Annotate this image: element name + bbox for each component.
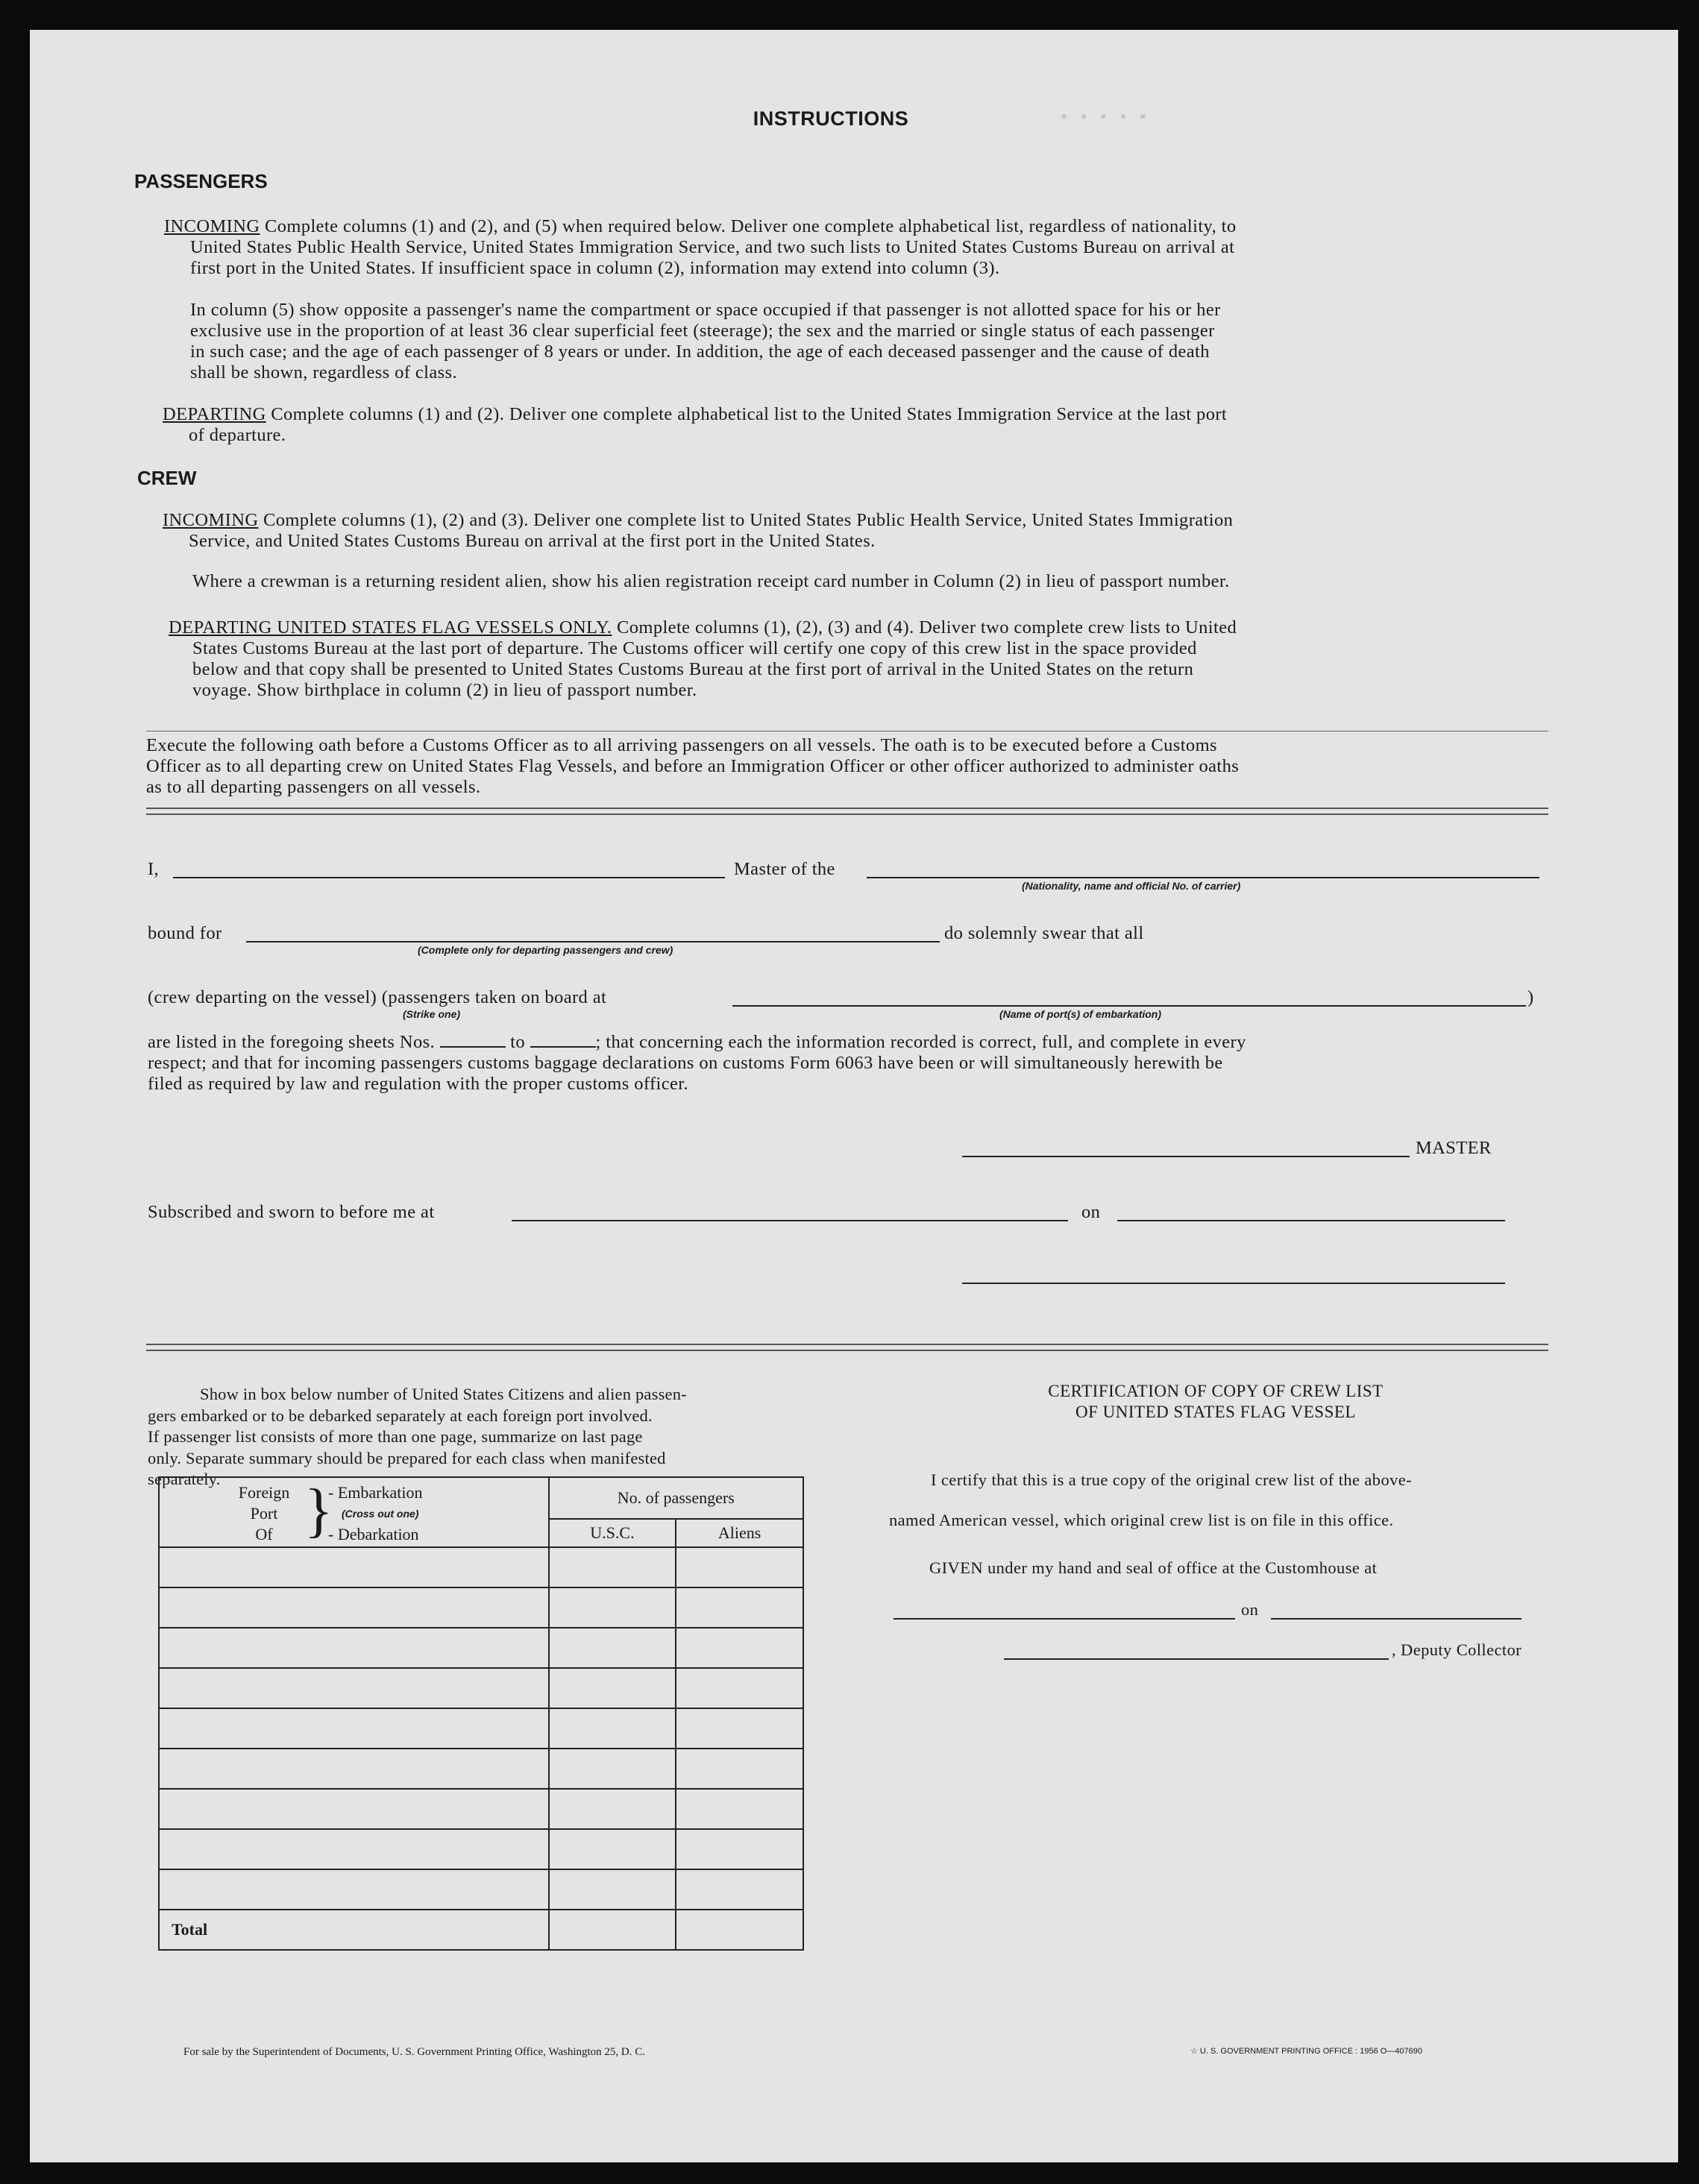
usc-header: U.S.C. xyxy=(549,1519,676,1547)
passenger-summary-table xyxy=(158,1476,804,1951)
respect-line: respect; and that for incoming passengers customs baggage declarations on customs Form 6063 have been or will simultaneously herewith be xyxy=(148,1053,1223,1073)
incoming-label: INCOMING xyxy=(164,216,260,236)
usc-cell[interactable] xyxy=(549,1749,676,1789)
incoming-text-2: United States Public Health Service, United States Immigration Service, and two such lists to United States Customs Bureau on arrival at xyxy=(190,237,1235,257)
usc-cell[interactable] xyxy=(549,1587,676,1628)
oath-intro-line-3: as to all departing passengers on all vessels. xyxy=(146,777,481,797)
crew-incoming-line-1: Complete columns (1), (2) and (3). Deliver one complete list to United States Public Health Service, United States Immigration xyxy=(263,510,1234,530)
listed-paragraph xyxy=(148,1032,1550,1095)
oath-intro-line-2: Officer as to all departing crew on United States Flag Vessels, and before an Immigration Officer or other officer authorized to administer oaths xyxy=(146,756,1240,776)
double-rule-2 xyxy=(146,1344,1548,1351)
form-page xyxy=(30,30,1678,2162)
departing-label: DEPARTING xyxy=(163,404,266,424)
cert-title-1: CERTIFICATION OF COPY OF CREW LIST xyxy=(1048,1382,1384,1400)
usc-cell[interactable] xyxy=(549,1829,676,1869)
complete-only-note: (Complete only for departing passengers and crew) xyxy=(418,944,673,956)
passengers-heading: PASSENGERS xyxy=(134,170,268,192)
crew-departing-strike-label: (crew departing on the vessel) (passengers taken on board at xyxy=(148,987,607,1007)
crew-departing-line-3: below and that copy shall be presented to United States Customs Bureau at the first port of arrival in the United States on the return xyxy=(192,659,1194,679)
incoming-text-3: first port in the United States. If insufficient space in column (2), information may extend into column (3). xyxy=(190,258,1000,278)
port-cell[interactable] xyxy=(159,1789,549,1829)
subscribed-date-field[interactable] xyxy=(1117,1220,1505,1221)
port-cell[interactable] xyxy=(159,1829,549,1869)
aliens-cell[interactable] xyxy=(676,1829,803,1869)
crew-incoming-label: INCOMING xyxy=(163,510,259,530)
subscribed-place-field[interactable] xyxy=(512,1220,1068,1221)
crew-departing-paragraph xyxy=(169,617,1541,701)
usc-cell[interactable] xyxy=(549,1869,676,1910)
aliens-cell[interactable] xyxy=(676,1708,803,1749)
customhouse-field[interactable] xyxy=(894,1618,1235,1620)
passengers-departing-paragraph xyxy=(163,404,1535,446)
deputy-signature-field[interactable] xyxy=(1004,1658,1389,1660)
aliens-cell[interactable] xyxy=(676,1749,803,1789)
summary-line-2: gers embarked or to be debarked separately at each foreign port involved. xyxy=(148,1406,653,1425)
table-row xyxy=(159,1789,803,1829)
aliens-cell[interactable] xyxy=(676,1869,803,1910)
port-cell[interactable] xyxy=(159,1628,549,1668)
foreign-label: Foreign xyxy=(238,1483,290,1502)
deputy-collector-label: , Deputy Collector xyxy=(1392,1640,1522,1659)
of-label: Of xyxy=(255,1525,273,1543)
column5-line-3: in such case; and the age of each passenger of 8 years or under. In addition, the age of each deceased passenger and the cause of death xyxy=(190,342,1210,362)
summary-line-4: only. Separate summary should be prepared for each class when manifested xyxy=(148,1448,666,1467)
bound-for-label: bound for xyxy=(148,923,222,943)
aliens-cell[interactable] xyxy=(676,1628,803,1668)
crew-incoming-line-2: Service, and United States Customs Bureau on arrival at the first port in the United States. xyxy=(189,531,876,551)
brace-icon: } xyxy=(304,1478,333,1543)
port-note: (Name of port(s) of embarkation) xyxy=(999,1008,1162,1020)
officer-signature-field[interactable] xyxy=(962,1283,1505,1284)
listed-text-b: ; that concerning each the information recorded is correct, full, and complete in every xyxy=(595,1032,1246,1052)
port-cell[interactable] xyxy=(159,1668,549,1708)
subscribed-on-label: on xyxy=(1081,1202,1101,1222)
for-sale-note: For sale by the Superintendent of Documents, U. S. Government Printing Office, Washington 25, D. C. xyxy=(183,2046,645,2058)
no-passengers-header: No. of passengers xyxy=(549,1477,803,1519)
crew-heading: CREW xyxy=(137,467,197,489)
gpo-note: ☆ U. S. GOVERNMENT PRINTING OFFICE : 1956 O—407690 xyxy=(1190,2047,1423,2056)
table-row xyxy=(159,1869,803,1910)
table-header-row xyxy=(159,1477,803,1519)
table-row xyxy=(159,1587,803,1628)
bound-for-field[interactable] xyxy=(246,941,940,942)
passengers-incoming-paragraph xyxy=(164,216,1529,279)
crew-departing-label: DEPARTING UNITED STATES FLAG VESSELS ONLY. xyxy=(169,617,612,638)
aliens-cell[interactable] xyxy=(676,1547,803,1587)
cert-date-field[interactable] xyxy=(1271,1618,1521,1620)
aliens-header: Aliens xyxy=(676,1519,803,1547)
cross-out-note: (Cross out one) xyxy=(342,1508,419,1520)
usc-cell[interactable] xyxy=(549,1668,676,1708)
port-cell[interactable] xyxy=(159,1547,549,1587)
crew-incoming-paragraph xyxy=(163,510,1535,552)
total-row xyxy=(159,1910,803,1950)
solemnly-swear-label: do solemnly swear that all xyxy=(944,923,1144,943)
port-label: Port xyxy=(250,1504,278,1523)
strike-one-note: (Strike one) xyxy=(403,1008,461,1020)
column5-line-1: In column (5) show opposite a passenger's name the compartment or space occupied if that passenger is not allotted space for his or her xyxy=(190,300,1221,320)
table-row xyxy=(159,1708,803,1749)
page-title: INSTRUCTIONS xyxy=(753,107,909,130)
certify-line-2: named American vessel, which original crew list is on file in this office. xyxy=(889,1511,1394,1529)
table-row xyxy=(159,1829,803,1869)
summary-line-5: separately. xyxy=(148,1470,221,1488)
bleed-through-text: ▪ ▪ ▪ ▪ ▪ xyxy=(1059,108,1148,127)
total-label: Total xyxy=(159,1910,549,1950)
sheet-from-field[interactable] xyxy=(440,1046,506,1048)
given-line: GIVEN under my hand and seal of office at the Customhouse at xyxy=(929,1558,1378,1577)
crew-departing-line-4: voyage. Show birthplace in column (2) in lieu of passport number. xyxy=(192,680,697,700)
oath-i-label: I, xyxy=(148,859,160,879)
master-name-field[interactable] xyxy=(173,877,725,878)
certify-line-1: I certify that this is a true copy of the original crew list of the above- xyxy=(931,1470,1413,1489)
departing-line-1: Complete columns (1) and (2). Deliver one complete alphabetical list to the United States Immigration Service at the last port xyxy=(271,404,1228,424)
column5-line-2: exclusive use in the proportion of at least 36 clear superficial feet (steerage); the sex and the married or single status of each passenger xyxy=(190,321,1215,341)
aliens-cell[interactable] xyxy=(676,1668,803,1708)
table-row xyxy=(159,1668,803,1708)
master-label: MASTER xyxy=(1416,1138,1492,1158)
certification-title xyxy=(888,1381,1544,1423)
summary-line-1: Show in box below number of United States Citizens and alien passen- xyxy=(200,1385,687,1403)
port-cell[interactable] xyxy=(159,1587,549,1628)
usc-cell[interactable] xyxy=(549,1628,676,1668)
port-cell[interactable] xyxy=(159,1708,549,1749)
aliens-total-cell[interactable] xyxy=(676,1910,803,1950)
subscribed-label: Subscribed and sworn to before me at xyxy=(148,1202,435,1222)
table-row xyxy=(159,1547,803,1587)
crew-departing-line-2: States Customs Bureau at the last port of departure. The Customs officer will certify one copy of this crew list in the space provided xyxy=(192,638,1197,658)
nationality-note: (Nationality, name and official No. of carrier) xyxy=(1022,880,1241,892)
column5-paragraph xyxy=(190,300,1533,383)
master-of-the-label: Master of the xyxy=(734,859,835,879)
summary-instructions xyxy=(148,1384,804,1491)
aliens-cell[interactable] xyxy=(676,1789,803,1829)
foreign-port-header xyxy=(159,1477,549,1547)
aliens-cell[interactable] xyxy=(676,1587,803,1628)
usc-cell[interactable] xyxy=(549,1547,676,1587)
summary-line-3: If passenger list consists of more than one page, summarize on last page xyxy=(148,1427,643,1446)
filed-line: filed as required by law and regulation with the proper customs officer. xyxy=(148,1074,689,1094)
listed-text-a: are listed in the foregoing sheets Nos. xyxy=(148,1032,436,1052)
column5-line-4: shall be shown, regardless of class. xyxy=(190,362,457,383)
usc-cell[interactable] xyxy=(549,1708,676,1749)
debarkation-label: - Debarkation xyxy=(328,1525,419,1543)
crew-departing-line-1: Complete columns (1), (2), (3) and (4). Deliver two complete crew lists to United xyxy=(616,617,1237,638)
double-rule xyxy=(146,808,1548,815)
table-row xyxy=(159,1749,803,1789)
oath-intro-paragraph xyxy=(146,735,1548,798)
usc-cell[interactable] xyxy=(549,1789,676,1829)
carrier-field[interactable] xyxy=(867,877,1539,878)
listed-to: to xyxy=(510,1032,525,1052)
master-signature-field[interactable] xyxy=(962,1156,1410,1157)
departing-line-2: of departure. xyxy=(189,425,286,445)
port-cell[interactable] xyxy=(159,1749,549,1789)
usc-total-cell[interactable] xyxy=(549,1910,676,1950)
embarkation-label: - Embarkation xyxy=(328,1483,423,1502)
incoming-text-1: Complete columns (1) and (2), and (5) when required below. Deliver one complete alphabetical list, regardless of nationality, to xyxy=(264,216,1237,236)
cert-on-label: on xyxy=(1241,1600,1259,1619)
close-paren: ) xyxy=(1527,987,1534,1007)
table-row xyxy=(159,1628,803,1668)
resident-alien-note: Where a crewman is a returning resident alien, show his alien registration receipt card number in Column (2) in lieu of passport number. xyxy=(192,571,1230,591)
port-cell[interactable] xyxy=(159,1869,549,1910)
oath-intro-line-1: Execute the following oath before a Customs Officer as to all arriving passengers on all vessels. The oath is to be executed before a Customs xyxy=(146,735,1217,755)
cert-title-2: OF UNITED STATES FLAG VESSEL xyxy=(1075,1403,1356,1421)
port-of-embarkation-field[interactable] xyxy=(732,1005,1526,1007)
sheet-to-field[interactable] xyxy=(530,1046,596,1048)
